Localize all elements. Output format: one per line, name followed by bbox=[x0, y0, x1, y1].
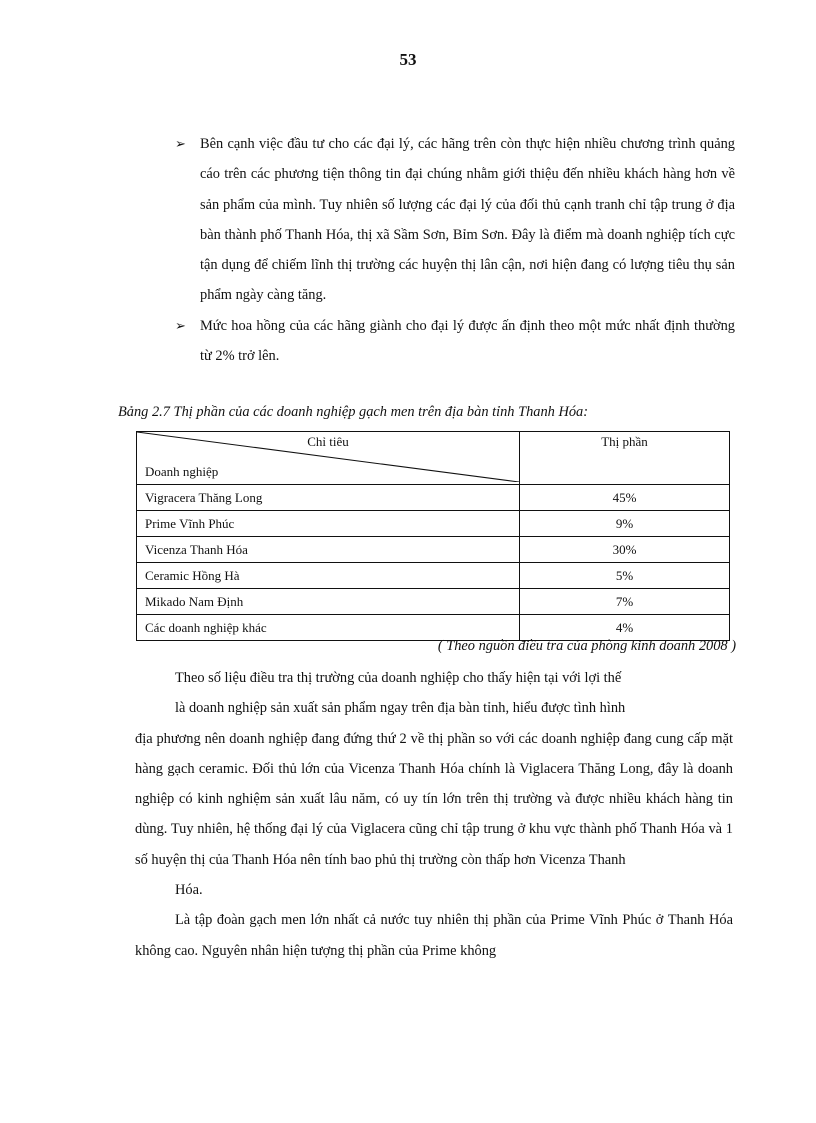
enterprise-label: Doanh nghiệp bbox=[145, 464, 219, 479]
share-value: 7% bbox=[520, 589, 730, 615]
bullet-text: Mức hoa hồng của các hãng giành cho đại lý được ấn định theo một mức nhất định thường từ 2% trở lên. bbox=[200, 317, 735, 365]
paragraph-line: là doanh nghiệp sản xuất sản phẩm ngay trên địa bàn tỉnh, hiểu được tình hình bbox=[175, 700, 626, 717]
criteria-label: Chỉ tiêu bbox=[307, 434, 349, 449]
share-value: 5% bbox=[520, 563, 730, 589]
table-caption: Bảng 2.7 Thị phần của các doanh nghiệp gạch men trên địa bàn tỉnh Thanh Hóa: bbox=[118, 404, 589, 420]
enterprise-name: Ceramic Hồng Hà bbox=[137, 563, 520, 589]
page-number: 53 bbox=[399, 50, 417, 69]
diagonal-header-cell bbox=[137, 432, 520, 485]
table-row bbox=[137, 563, 730, 589]
enterprise-name: Vigracera Thăng Long bbox=[137, 485, 520, 511]
table-row bbox=[137, 485, 730, 511]
bullet-text: Bên cạnh việc đầu tư cho các đại lý, các hãng trên còn thực hiện nhiều chương trình quảng cáo trên các phương tiện thông tin đại chúng nhằm giới thiệu đến nhiều khách hàng hơn về sản phẩm của mình. Tuy nhiên số lượng các đại lý của đối thủ cạnh tranh chỉ tập trung ở địa bàn thành phố Thanh Hóa, thị xã Sầm Sơn, Bỉm Sơn. Đây là điểm mà doanh nghiệp tích cực tận dụng để chiếm lĩnh thị trường các huyện thị lân cận, nơi hiện đang có lượng tiêu thụ sản phẩm ngày càng tăng. bbox=[200, 136, 735, 304]
enterprise-name: Vicenza Thanh Hóa bbox=[137, 537, 520, 563]
table-row bbox=[137, 615, 730, 641]
arrow-bullet-icon: ➢ bbox=[175, 317, 186, 333]
enterprise-name: Mikado Nam Định bbox=[137, 589, 520, 615]
enterprise-name: Các doanh nghiệp khác bbox=[137, 615, 520, 641]
share-value: 9% bbox=[520, 511, 730, 537]
body-text bbox=[135, 663, 733, 966]
share-value: 45% bbox=[520, 485, 730, 511]
bullet-item bbox=[175, 129, 735, 311]
enterprise-name: Prime Vĩnh Phúc bbox=[137, 511, 520, 537]
share-value: 30% bbox=[520, 537, 730, 563]
paragraph-tail: Hóa. bbox=[175, 882, 203, 899]
share-value: 4% bbox=[520, 615, 730, 641]
table-row bbox=[137, 589, 730, 615]
paragraph: Là tập đoàn gạch men lớn nhất cả nước tuy nhiên thị phần của Prime Vĩnh Phúc ở Thanh Hóa không cao. Nguyên nhân hiện tượng thị phần của Prime không bbox=[135, 912, 733, 959]
table-row bbox=[137, 537, 730, 563]
share-header: Thị phần bbox=[520, 432, 730, 485]
paragraph-lead: Theo số liệu điều tra thị trường của doanh nghiệp cho thấy hiện tại với lợi thế bbox=[175, 670, 622, 686]
bullet-list bbox=[175, 129, 735, 371]
bullet-item bbox=[175, 311, 735, 372]
table-row bbox=[137, 511, 730, 537]
market-share-table bbox=[136, 431, 730, 641]
table-source: ( Theo nguồn điều tra của phòng kinh doanh 2008 ) bbox=[437, 638, 736, 654]
paragraph-body: địa phương nên doanh nghiệp đang đứng thứ 2 về thị phần so với các doanh nghiệp đang cung cấp mặt hàng gạch ceramic. Đối thủ lớn của Vicenza Thanh Hóa chính là Viglacera Thăng Long, đây là doanh nghiệp có kinh nghiệm sản xuất lâu năm, có uy tín lớn trên thị trường và được nhiều khách hàng tin dùng. Tuy nhiên, hệ thống đại lý của Viglacera cũng chỉ tập trung ở khu vực thành phố Thanh Hóa và 1 số huyện thị của Thanh Hóa nên tính bao phủ thị trường còn thấp hơn Vicenza Thanh bbox=[135, 730, 733, 868]
table-header-row bbox=[137, 432, 730, 485]
arrow-bullet-icon: ➢ bbox=[175, 136, 186, 151]
